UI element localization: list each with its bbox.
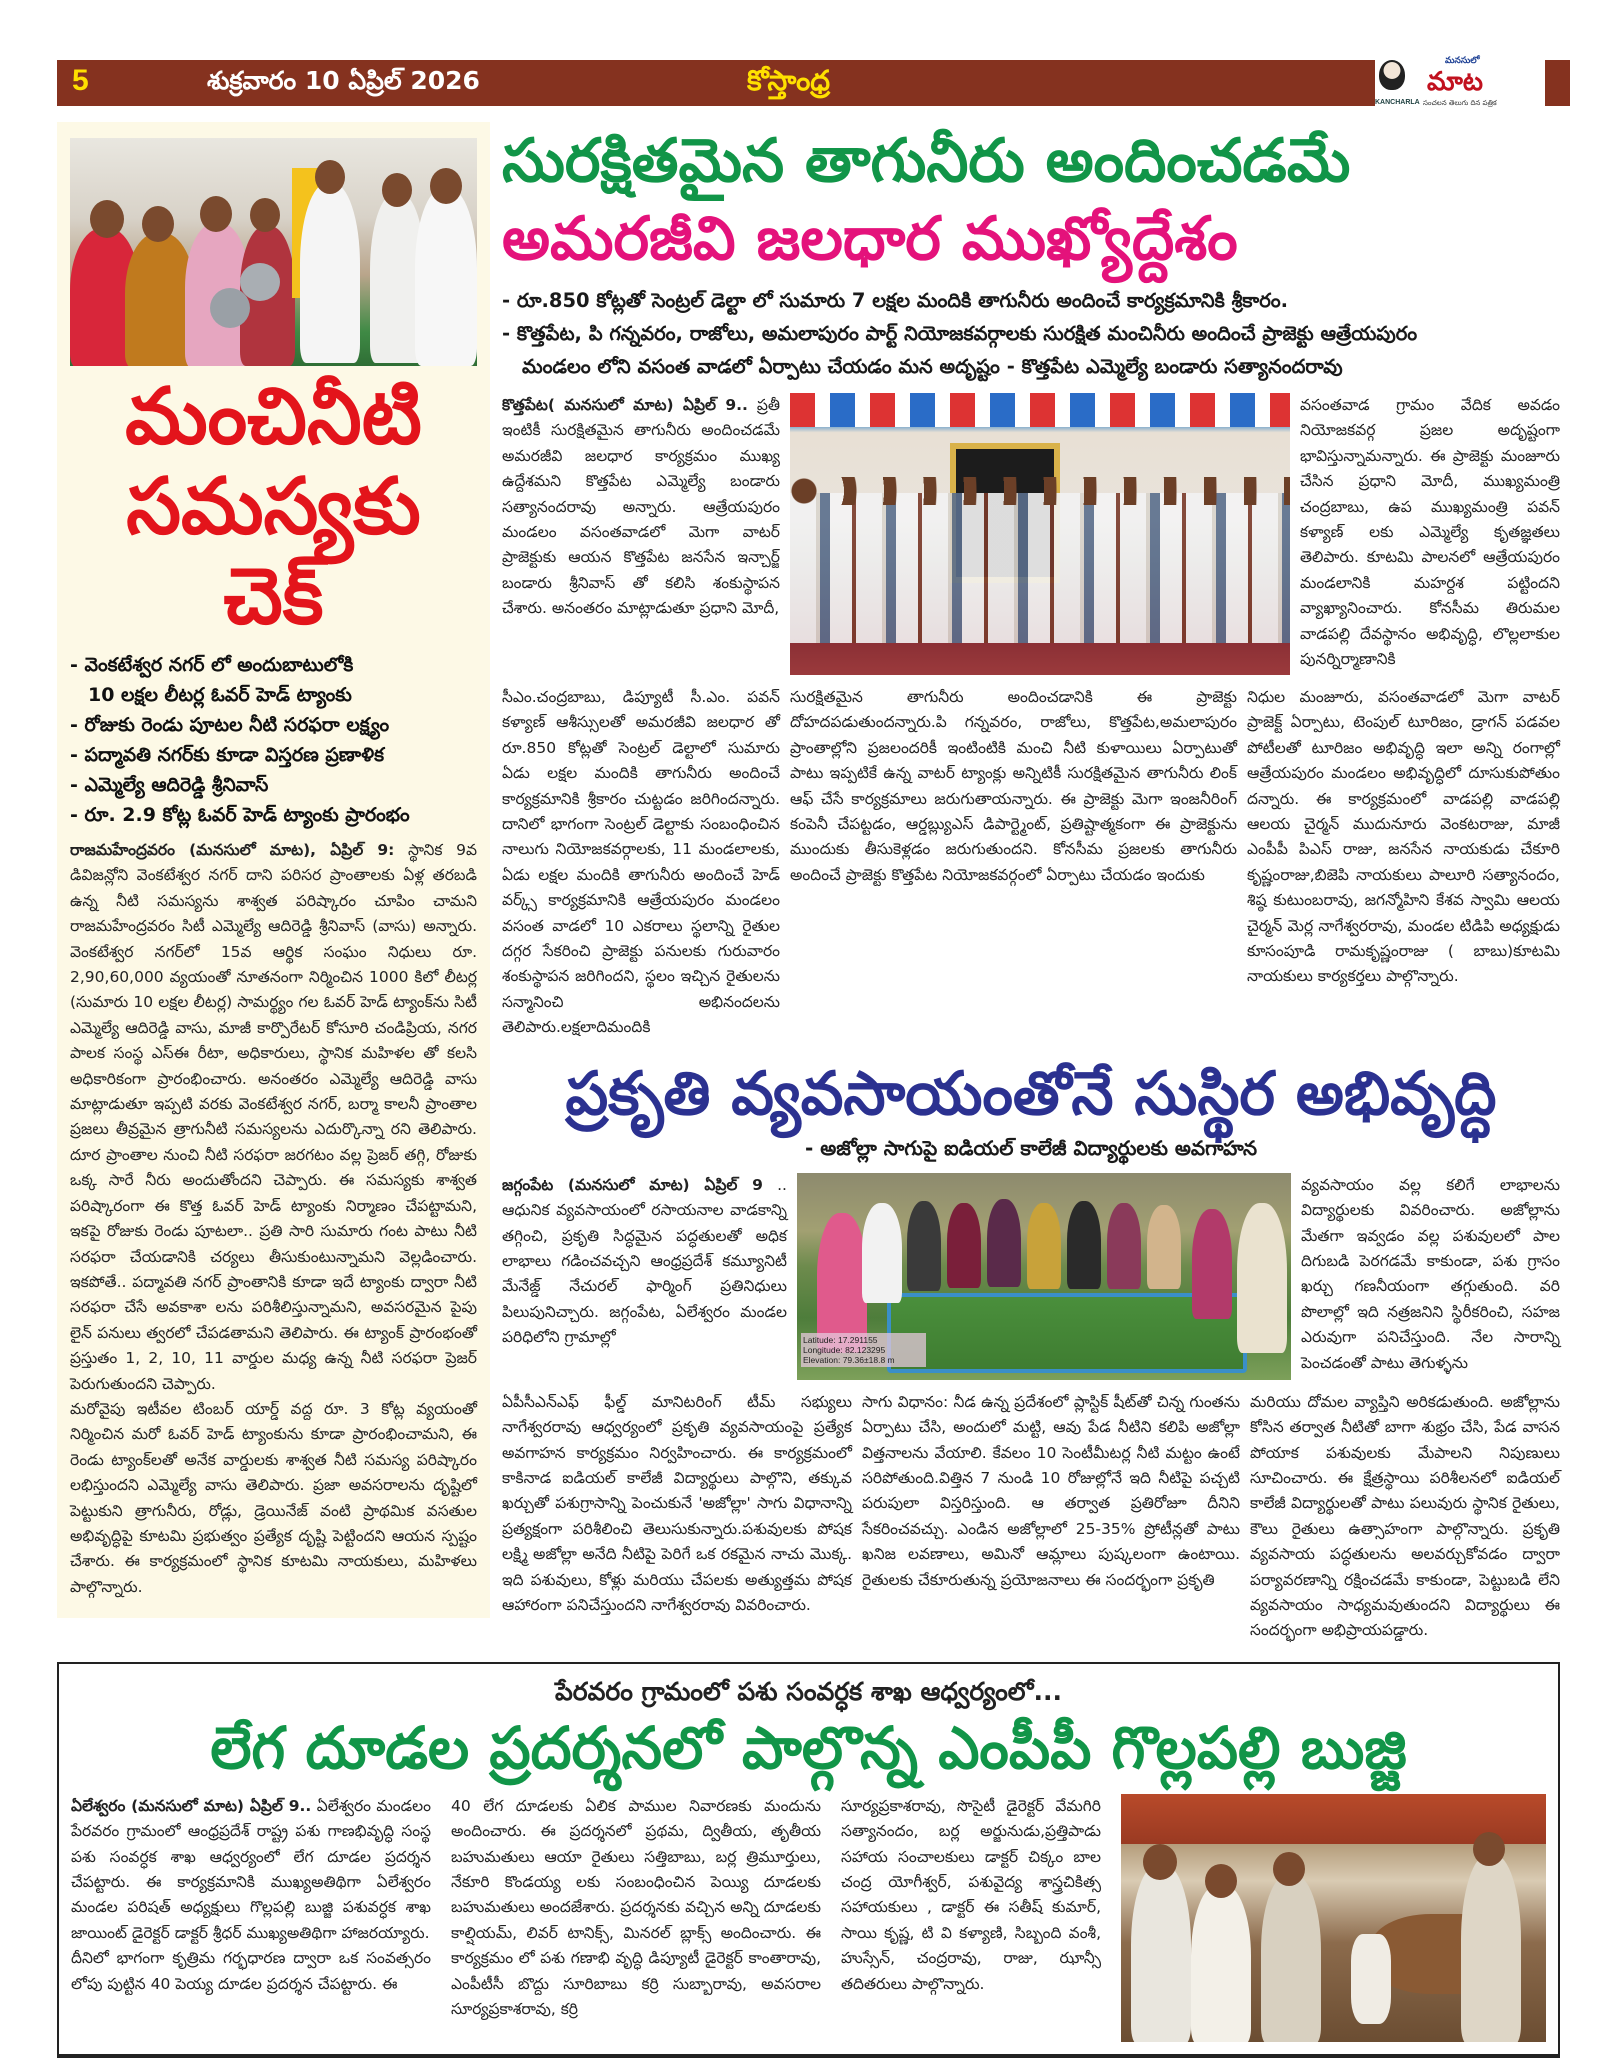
highlight-item: - వెంకటేశ్వర నగర్ లో అందుబాటులోకి	[70, 654, 354, 676]
headline-magenta-part: అమరజీవి జలధార ముఖ్యోద్దేశం	[502, 204, 1238, 274]
story1-bottom-row	[502, 685, 1560, 1041]
left-headline-line2: సమస్యకు చెక్	[126, 462, 421, 642]
story3-headline: లేగ దూడల ప్రదర్శనలో పాల్గొన్న ఎంపీపీ గొల్లపల్లి బుజ్జి	[210, 1713, 1407, 1782]
logo-small-text: మనసులో	[1445, 56, 1480, 66]
story1-col3-bottom: నిధుల మంజూరు, వసంతవాడలో మెగా వాటర్ ప్రాజెక్ట్ ఏర్పాటు, టెంపుల్ టూరిజం, డ్రాగన్ పడవల పోటీలతో టూరిజం అభివృద్ధి ఇలా అన్ని రంగాల్లో ఆత్రేయపురం మండలం అభివృద్ధిలో దూసుకుపోతుం దన్నారు. ఈ కార్యక్రమంలో వాడపల్లి వాడపల్లి ఆలయ చైర్మన్ ముదునూరు వెంకటరాజు, మాజీ ఎంపీపీ పిఎస్ రాజు, జనసేన నాయకుడు చేకూరి కృష్ణంరాజు,బిజెపి నాయకులు పాలూరి సత్యానందం, శిష్ఠ కుటుంబరావు, జగన్మోహిని కేశవ స్వామి ఆలయ చైర్మన్ మెర్ల నాగేశ్వరరావు, మండల టిడిపి అధ్యక్షుడు కూసంపూడి రామకృష్ణంరాజు ( బాబు)కూటమి నాయకులు కార్యకర్తలు పాల్గొన్నారు.	[1247, 688, 1560, 986]
story2-top-row	[502, 1173, 1560, 1380]
story2-col1-bottom: ఏపీసీఎన్ఎఫ్ ఫీల్డ్ మానిటరింగ్ టీమ్ సభ్యులు నాగేశ్వరరావు ఆధ్వర్యంలో ప్రకృతి వ్యవసాయంపై ప్రత్యేక అవగాహన కార్యక్రమం నిర్వహించారు. ఈ కార్యక్రమంలో కాకినాడ ఐడియల్ కాలేజీ విద్యార్థులు పాల్గొని, తక్కువ ఖర్చుతో పశుగ్రాసాన్ని పెంచుకునే 'అజోల్లా' సాగు విధానాన్ని ప్రత్యక్షంగా పరిశీలించి తెలుసుకున్నారు.పశువులకు పోషక లక్ష్మి అజోల్లా అనేది నీటిపై పెరిగే ఒక రకమైన నాచు మొక్క. ఇది పశువులు, కోళ్లు మరియు చేపలకు అత్యుత్తమ పోషక ఆహారంగా పనిచేస్తుందని నాగేశ్వరరావు వివరించారు.	[502, 1392, 852, 1614]
highlight-item: - పద్మావతి నగర్‌కు కూడా విస్తరణ ప్రణాళిక	[70, 744, 384, 766]
geotag-elevation: Elevation: 79.36±18.8 m	[803, 1354, 895, 1365]
story2-headline: ప్రకృతి వ్యవసాయంతోనే సుస్థిర అభివృద్ధి	[565, 1058, 1497, 1129]
logo-title: మాట	[1427, 67, 1483, 97]
story3-col2: 40 లేగ దూడలకు ఏలిక పాముల నివారణకు మందును అందించారు. ఈ ప్రదర్శనలో ప్రథమ, ద్వితీయ, తృతీయ బహుమతులు ఆయా రైతులు సత్తిబాబు, బర్ల త్రిమూర్తులు, నేకూరి కొండయ్య లకు సంబంధించిన పెయ్యి దూడలకు బహుమతులు అందజేశారు. ప్రదర్శనకు వచ్చిన అన్ని దూడలకు కాల్షియమ్, లివర్ టానిక్స్, మినరల్ బ్లాక్స్ అందించారు. ఈ కార్యక్రమం లో పశు గణాభి వృద్ధి డిప్యూటీ డైరెక్టర్ కాంతారావు, ఎంపీటీసీ బొద్దు సూరిబాబు కర్రి సుబ్బారావు, అవసరాల సూర్యప్రకాశరావు, కర్రి	[451, 1796, 821, 2018]
subhead: - రూ.850 కోట్లతో సెంట్రల్ డెల్టా లో సుమారు 7 లక్షల మందికి తాగునీరు అందించే కార్యక్రమానికి శ్రీకారం.	[502, 289, 1289, 312]
paragraph: స్థానిక 9వ డివిజన్లోని వెంకటేశ్వర నగర్ దాని పరిసర ప్రాంతాలకు ఏళ్ల తరబడి ఉన్న నీటి సమస్యను శాశ్వత పరిష్కారం చూపిం చామని రాజమహేంద్రవరం సిటీ ఎమ్మెల్యే ఆదిరెడ్డి శ్రీనివాస్ (వాసు) అన్నారు. వెంకటేశ్వర నగర్‌లో 15వ ఆర్థిక సంఘం నిధులు రూ. 2,90,60,000 వ్యయంతో నూతనంగా నిర్మించిన 1000 కిలో లీటర్ల (సుమారు 10 లక్షల లీటర్ల) సామర్థ్యం గల ఓవర్ హెడ్ ట్యాంక్‌ను సిటీ ఎమ్మెల్యే ఆదిరెడ్డి వాసు, మాజీ కార్పొరేటర్ కోసూరి చండిప్రియ, నగర పాలక సంస్థ ఎస్‌ఈ రీటా, అధికారులు, స్థానిక మహిళల తో కలసి అధికారికంగా ప్రారంభించారు. అనంతరం ఎమ్మెల్యే ఆదిరెడ్డి వాసు మాట్లాడుతూ ఇప్పటి వరకు వెంకటేశ్వర నగర్, బర్మా కాలనీ ప్రాంతాల ప్రజలు తీవ్రమైన త్రాగునీటి సమస్యలను ఎదుర్కొన్నా రని తెలిపారు. దూర ప్రాంతాల నుంచి నీటి సరఫరా జరగటం వల్ల ప్రెజర్ తగ్గి, రోజుకు ఒక్క సారే నీరు అందుతోందని చెప్పారు. ఈ సమస్యకు శాశ్వత పరిష్కారంగా ఈ కొత్త ఓవర్ హెడ్ ట్యాంకు నిర్మాణం చేపట్టామని, ఇకపై రోజుకు రెండు పూటలా.. ప్రతి సారి సుమారు గంట పాటు నీటి సరఫరా చేయడానికి చర్యలు తీసుకుంటున్నామని వెల్లడించారు. ఇకపోతే.. పద్మావతి నగర్ ప్రాంతానికి కూడా ఇదే ట్యాంకు ద్వారా నీటి సరఫరా చేసే అవకాశా లను పరిశీలిస్తున్నామని, అవసరమైన పైపు లైన్ పనులు త్వరలో చేపడతామని తెలిపారు. ఈ ట్యాంక్ ప్రారంభంతో ప్రస్తుతం 1, 2, 10, 11 వార్డుల మధ్య ఉన్న నీటి సరఫరా ప్రెజర్ పెరుగుతుందని చెప్పారు.	[70, 841, 477, 1393]
page-number: 5	[72, 64, 89, 97]
tank-inauguration-photo	[70, 138, 477, 366]
left-story	[57, 122, 490, 1618]
logo-founder-name: KANCHARLA	[1375, 99, 1420, 106]
azolla-field-photo	[797, 1173, 1291, 1380]
dateline: జగ్గంపేట (మనసులో మాట) ఏప్రిల్ 9	[502, 1175, 763, 1194]
story1-col2: సురక్షితమైన తాగునీరు అందించడానికి ఈ ప్రాజెక్టు దోహదపడుతుందన్నారు.పి గన్నవరం, రాజోలు, కొత్తపేట,అమలాపురం ప్రాంతాల్లోని ప్రజలందరికీ ఇంటింటికి మంచి నీటి కుళాయిలు ఏర్పాటుతో పాటు ఇప్పటికే ఉన్న వాటర్ ట్యాంక్లు అన్నిటికీ సురక్షితమైన తాగునీరు లింక్ ఆఫ్ చేసే కార్యక్రమాలు జరుగుతాయన్నారు. ఈ ప్రాజెక్టు మెగా ఇంజనీరింగ్ కంపెనీ చేపట్టడం, ఆర్డబ్ల్యుఎస్ డిపార్ట్మెంట్, ప్రతిష్టాత్మకంగా ఈ ప్రాజెక్టును ముందుకు తీసుకెళ్లడం జరుగుతుందని. కోనసీమ ప్రజలకు తాగునీరు అందించే ప్రాజెక్టు కొత్తపేట నియోజకవర్గంలో ఏర్పాటు చేయడం ఇందుకు	[790, 688, 1237, 884]
story2-col3-top: వ్యవసాయం వల్ల కలిగే లాభాలను విద్యార్థులకు వివరించారు. అజోల్లాను మేతగా ఇవ్వడం వల్ల పశువులలో పాల దిగుబడి పెరగడమే కాకుండా, పశు గ్రాసం ఖర్చు గణనీయంగా తగ్గుతుంది. వరి పొలాల్లో ఇది నత్రజనిని స్థిరీకరించి, సహజ ఎరువుగా పనిచేస్తుంది. నేల సారాన్ని పెంచడంతో పాటు తెగుళ్ళను	[1301, 1175, 1560, 1372]
story1-col3-top: వసంతవాడ గ్రామం వేదిక అవడం నియోజకవర్గ ప్రజల అదృష్టంగా భావిస్తున్నామన్నారు. ఈ ప్రాజెక్టు మంజూరు చేసిన ప్రధాని మోదీ, ముఖ్యమంత్రి చంద్రబాబు, ఉప ముఖ్యమంత్రి పవన్ కళ్యాణ్ లకు ఎమ్మెల్యే కృతజ్ఞతలు తెలిపారు. కూటమి పాలనలో ఆత్రేయపురం మండలానికి మహర్దశ పట్టిందని వ్యాఖ్యానించారు. కోనసీమ తిరుమల వాడపల్లి దేవస్థానం అభివృద్ధి, లొల్లలాకుల పునర్నిర్మాణానికి	[1300, 396, 1560, 669]
dateline: ఏలేశ్వరం (మనసులో మాట) ఏప్రిల్ 9..	[71, 1796, 312, 1815]
photo-geotag	[801, 1333, 926, 1367]
dateline: కొత్తపేట( మనసులో మాట) ఏప్రిల్ 9..	[502, 396, 748, 414]
headline-green-part: సురక్షితమైన తాగునీరు అందించడమే	[502, 126, 1351, 196]
story1-col1-top	[502, 393, 780, 622]
left-highlights	[70, 650, 477, 830]
foundation-stone-photo	[790, 393, 1290, 675]
highlight-item: 10 లక్షల లీటర్ల ఓవర్ హెడ్ ట్యాంకు	[88, 684, 352, 706]
section-name: కోస్తాంధ్ర	[747, 64, 831, 97]
newspaper-logo	[1375, 56, 1545, 112]
highlight-item: - ఎమ్మెల్యే ఆదిరెడ్డి శ్రీనివాస్	[70, 774, 269, 796]
highlight-item: - రూ. 2.9 కోట్ల ఓవర్ హెడ్ ట్యాంకు ప్రారంభం	[70, 804, 410, 826]
masthead	[57, 56, 1570, 107]
calf-show-photo	[1121, 1794, 1546, 2042]
paragraph: ఏలేశ్వరం మండలం పేరవరం గ్రామంలో ఆంధ్రప్రదేశ్ రాష్ట్ర పశు గాణభివృద్ధి సంస్థ పశు సంవర్ధక శాఖ ఆధ్వర్యంలో లేగ దూడల ప్రదర్శన చేపట్టారు. ఈ కార్యక్రమానికి ముఖ్యఅతిథిగా ఏలేశ్వరం మండల పరిషత్ అధ్యక్షులు గొల్లపల్లి బుజ్జి పశువర్ధక శాఖ జాయింట్ డైరెక్టర్ డాక్టర్ శ్రీధర్ ముఖ్యఅతిథిగా హాజరయ్యారు.	[71, 1796, 431, 1942]
story1-headline	[502, 122, 1560, 278]
highlight-item: - రోజుకు రెండు పూటల నీటి సరఫరా లక్ష్యం	[70, 714, 390, 736]
story3-col3: సూర్యప్రకాశరావు, సొసైటీ డైరెక్టర్ వేమగిరి సత్యానందం, బర్ల అర్జునుడు,ప్రత్తిపాడు సహాయ సంచాలకులు డాక్టర్ చిక్కం బాల చంద్ర యోగీశ్వర్, పశువైద్య శాస్త్రచికిత్స సహాయకులు , డాక్టర్ ఈ సతీష్ కుమార్, సాయి కృష్ణ, టి వి కళ్యాణి, సిబ్బంది వంశీ, హుస్సేన్, చంద్రరావు, రాజు, ఝాన్సీ తదితరులు పాల్గొన్నారు.	[841, 1796, 1101, 1993]
main-stories	[502, 122, 1560, 1644]
left-headline-line1: మంచినీటి	[125, 372, 422, 462]
paragraph: .. ఆధునిక వ్యవసాయంలో రసాయనాల వాడకాన్ని తగ్గించి, ప్రకృతి సిద్ధమైన పద్ధతులతో అధిక లాభాలు గడించవచ్చని ఆంధ్రప్రదేశ్ కమ్యూనిటీ మేనేజ్డ్ నేచురల్ ఫార్మింగ్ ప్రతినిధులు పిలుపునిచ్చారు. జగ్గంపేట, ఏలేశ్వరం మండల పరిధిలోని గ్రామాల్లో	[502, 1175, 787, 1347]
story2-col2: సాగు విధానం: నీడ ఉన్న ప్రదేశంలో ప్లాస్టిక్ షీట్‌తో చిన్న గుంతను ఏర్పాటు చేసి, అందులో మట్టి, ఆవు పేడ నీటిని కలిపి అజోల్లా విత్తనాలను వేయాలి. కేవలం 10 సెంటీమీటర్ల నీటి మట్టం ఉంటే సరిపోతుంది.విత్తిన 7 నుండి 10 రోజుల్లోనే ఇది నీటిపై పచ్చటి పరుపులా విస్తరిస్తుంది. ఆ తర్వాత ప్రతిరోజూ దీనిని సేకరించవచ్చు. ఎండిన అజోల్లాలో 25-35% ప్రోటీన్లతో పాటు ఖనిజ లవణాలు, అమినో ఆమ్లాలు పుష్కలంగా ఉంటాయి. రైతులకు చేకూరుతున్న ప్రయోజనాలు ఈ సందర్భంగా ప్రకృతి	[862, 1392, 1240, 1589]
paragraph: మరోవైపు ఇటీవల టింబర్ యార్డ్ వద్ద రూ. 3 కోట్ల వ్యయంతో నిర్మించిన మరో ఓవర్ హెడ్ ట్యాంకును కూడా ప్రారంభించామని, ఈ రెండు ట్యాంక్‌లతో అనేక వార్డులకు శాశ్వత నీటి సమస్య పరిష్కారం లభిస్తుందని ఎమ్మెల్యే వాసు తెలిపారు. ప్రజా అవసరాలను దృష్టిలో పెట్టుకుని త్రాగునీరు, రోడ్లు, డ్రెయినేజ్ వంటి ప్రాథమిక వసతుల అభివృద్ధిపై కూటమి ప్రభుత్వం ప్రత్యేక దృష్టి పెట్టిందని ఆయన స్పష్టం చేశారు. ఈ కార్యక్రమంలో స్థానిక కూటమి నాయకులు, మహిళలు పాల్గొన్నారు.	[70, 1399, 477, 1596]
issue-date: శుక్రవారం 10 ఏప్రిల్ 2026	[207, 66, 480, 95]
story1-subheads	[502, 284, 1560, 383]
story2-col3-bottom: మరియు దోమల వ్యాప్తిని అరికడుతుంది. అజోల్లాను కోసిన తర్వాత నీటితో బాగా శుభ్రం చేసి, పేడ వాసన పోయాక పశువులకు మేపాలని నిపుణులు సూచించారు. ఈ క్షేత్రస్థాయి పరిశీలనలో ఐడియల్ కాలేజీ విద్యార్థులతో పాటు పలువురు స్థానిక రైతులు, కౌలు రైతులు ఉత్సాహంగా పాల్గొన్నారు. ప్రకృతి వ్యవసాయ పద్ధతులను అలవర్చుకోవడం ద్వారా పర్యావరణాన్ని రక్షించడమే కాకుండా, పెట్టుబడి లేని వ్యవసాయం సాధ్యమవుతుందని విద్యార్థులు ఈ సందర్భంగా అభిప్రాయపడ్డారు.	[1250, 1392, 1560, 1640]
founder-portrait-icon	[1379, 60, 1405, 90]
dateline: రాజమహేంద్రవరం (మనసులో మాట), ఏప్రిల్ 9:	[70, 841, 395, 859]
logo-tagline: సంచలన తెలుగు దిన పత్రిక	[1423, 99, 1497, 107]
geotag-latitude: Latitude: 17.291155	[803, 1334, 878, 1345]
subhead: మండలం లోని వసంత వాడలో ఏర్పాటు చేయడం మన అదృష్టం - కొత్తపేట ఎమ్మెల్యే బండారు సత్యానందరావు	[522, 355, 1343, 378]
paragraph: ప్రతీ ఇంటికీ సురక్షితమైన తాగునీరు అందించడమే అమరజీవి జలధార కార్యక్రమం ముఖ్య ఉద్దేశమని కొత్తపేట ఎమ్మెల్యే బండారు సత్యానందరావు అన్నారు. ఆత్రేయపురం మండలం వసంతవాడలో మెగా వాటర్ ప్రాజెక్టుకు ఆయన కొత్తపేట జనసేన ఇన్చార్జ్ బండారు శ్రీనివాస్ తో కలిసి శంకుస్థాపన చేశారు. అనంతరం మాట్లాడుతూ ప్రధాని మోదీ,	[502, 396, 780, 618]
story1-top-row	[502, 393, 1560, 675]
story3-box	[57, 1662, 1560, 2058]
geotag-longitude: Longitude: 82.123295	[803, 1344, 886, 1355]
subhead: - కొత్తపేట, పి గన్నవరం, రాజోలు, అమలాపురం పార్ట్ నియోజకవర్గాలకు సురక్షిత మంచినీరు అందించే ప్రాజెక్టు ఆత్రేయపురం	[502, 322, 1418, 345]
page-body	[57, 122, 1560, 2058]
story2-col1-top	[502, 1173, 787, 1351]
story3-columns	[71, 1794, 1546, 2042]
story2-bottom-row	[502, 1390, 1560, 1644]
story2-subhead: - అజోల్లా సాగుపై ఐడియల్ కాలేజీ విద్యార్థులకు అవగాహన	[804, 1135, 1258, 1160]
left-story-body	[70, 838, 477, 1600]
paragraph: దీనిలో భాగంగా కృత్రిమ గర్భధారణ ద్వారా ఒక సంవత్సరం లోపు పుట్టిన 40 పెయ్య దూడల ప్రదర్శన చేపట్టారు. ఈ	[71, 1949, 431, 1993]
story3-kicker: పేరవరం గ్రామంలో పశు సంవర్ధక శాఖ ఆధ్వర్యంలో...	[555, 1676, 1062, 1706]
story3-col1	[71, 1794, 431, 1997]
story1-col1-bottom: సీఎం.చంద్రబాబు, డిప్యూటీ సీ.ఎం. పవన్ కళ్యాణ్ ఆశీస్సులతో అమరజీవి జలధార తో రూ.850 కోట్లతో సెంట్రల్ డెల్టాలో సుమారు ఏడు లక్షల మందికి తాగునీరు అందించే కార్యక్రమానికి శ్రీకారం చుట్టడం జరిగిందన్నారు. దానిలో భాగంగా సెంట్రల్ డెల్టాకు సంబంధించిన నాలుగు నియోజకవర్గాలకు, 11 మండలాలకు, ఏడు లక్షల మందికి తాగునీరు అందించే హెడ్ వర్క్స్ కార్యక్రమానికి ఆత్రేయపురం మండలం వసంత వాడలో 10 ఎకరాలు స్థలాన్ని రైతుల దగ్గర సేకరించి ప్రాజెక్టు పనులకు గురువారం శంకుస్థాపన జరిగిందని, స్థలం ఇచ్చిన రైతులను సన్మానించి అభినందలను తెలిపారు.లక్షలాదిమందికి	[502, 688, 780, 1037]
